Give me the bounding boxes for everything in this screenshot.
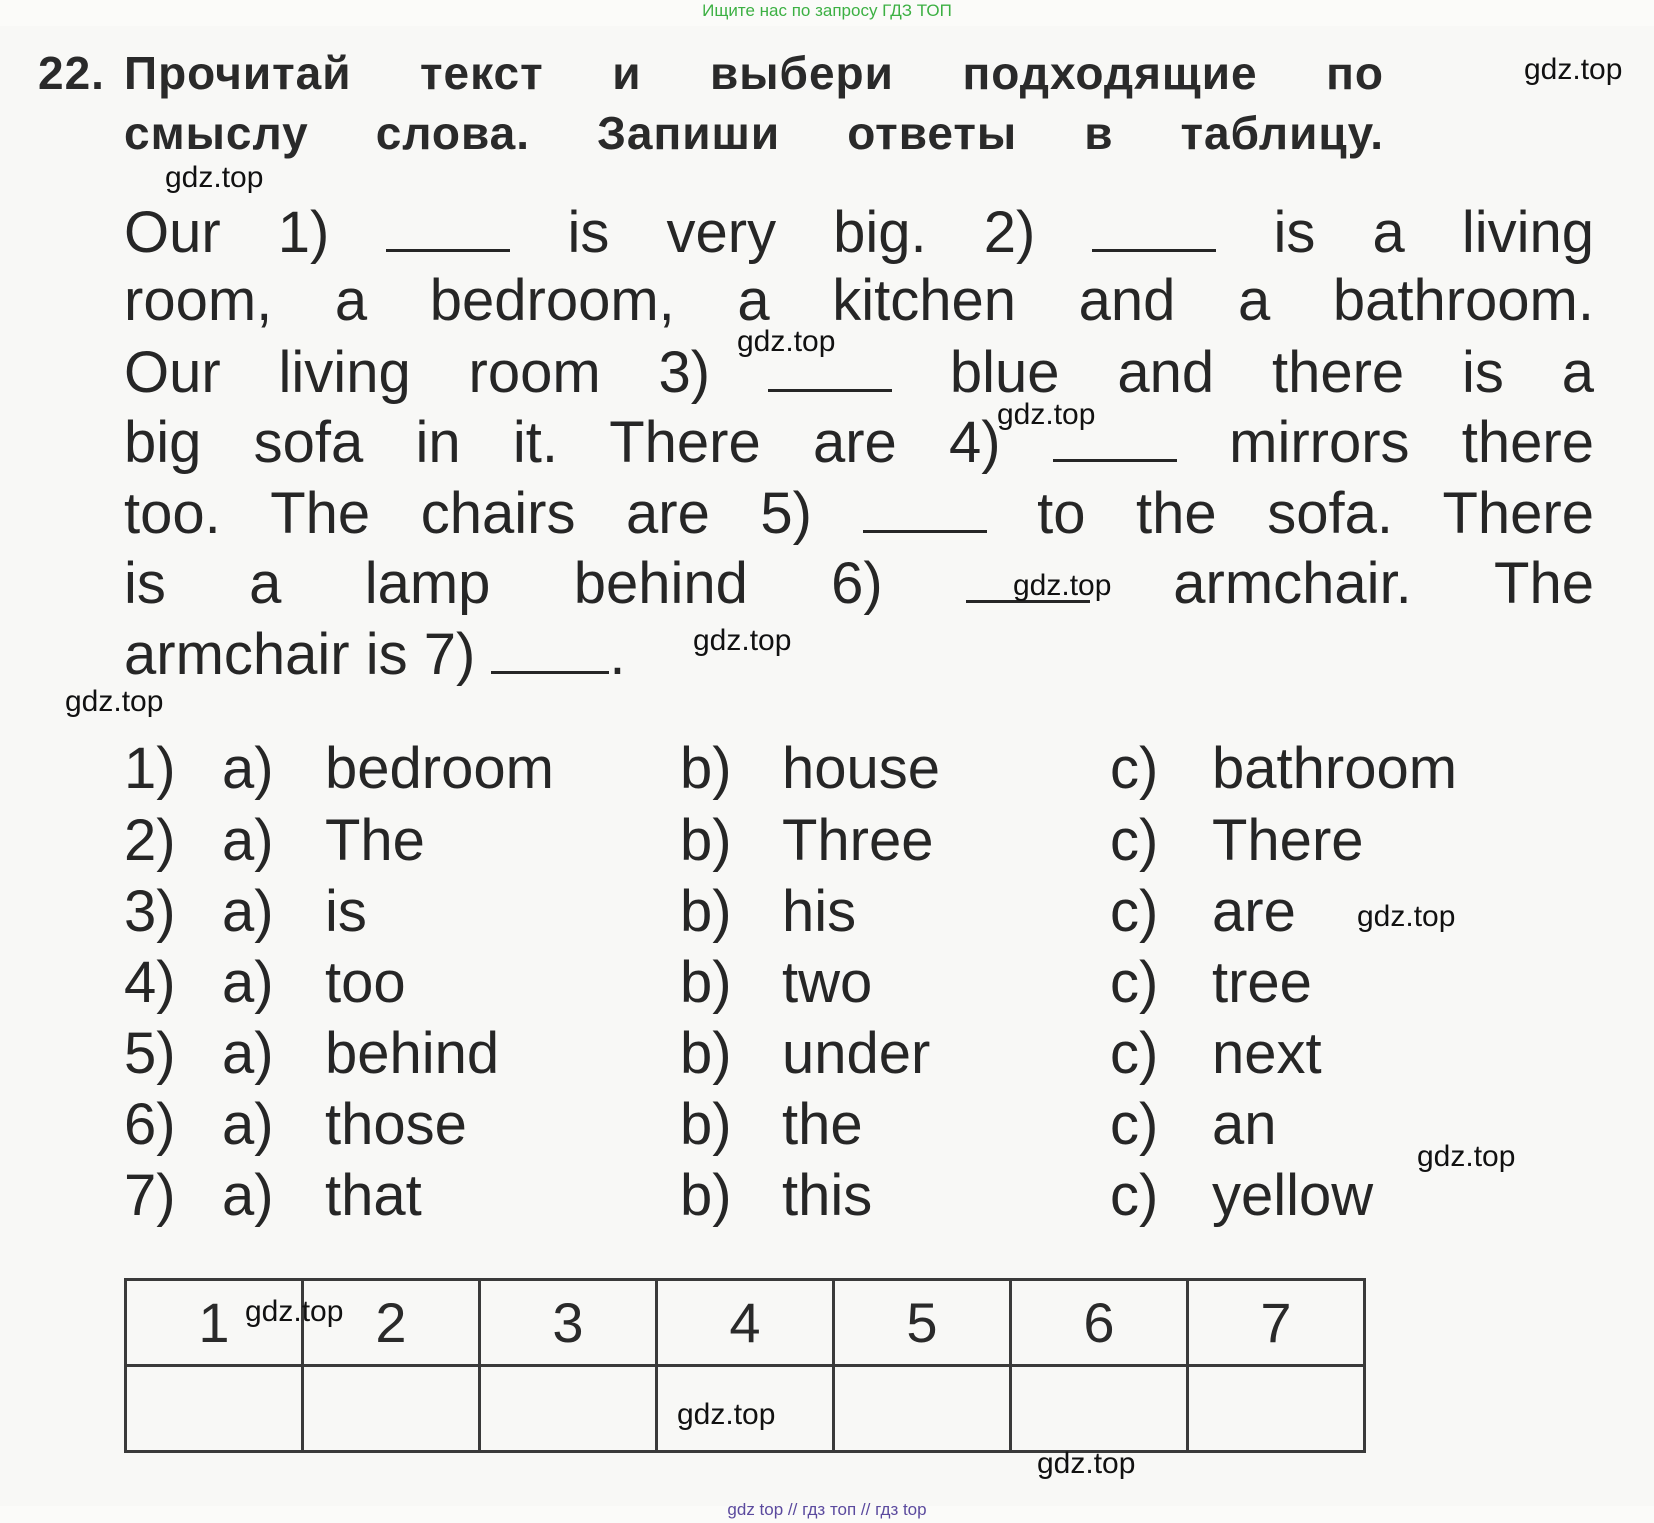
blank-2[interactable] xyxy=(1092,199,1216,252)
option-num: 1) xyxy=(124,736,176,801)
option-num: 7) xyxy=(124,1163,176,1228)
answer-cell[interactable] xyxy=(480,1366,657,1452)
answer-table-header: 4 xyxy=(657,1280,834,1366)
option-label: a) xyxy=(222,1021,274,1086)
option-label: a) xyxy=(222,879,274,944)
option-c[interactable]: next xyxy=(1212,1021,1322,1086)
option-b[interactable]: this xyxy=(782,1163,873,1228)
option-a[interactable]: bedroom xyxy=(325,736,554,801)
text-line-3 xyxy=(124,339,1594,406)
watermark: gdz.top xyxy=(677,1398,776,1431)
option-a[interactable]: too xyxy=(325,950,406,1015)
option-label: c) xyxy=(1110,1092,1159,1157)
text-segment: . xyxy=(609,622,626,687)
option-label: c) xyxy=(1110,1021,1159,1086)
watermark: gdz.top xyxy=(65,685,164,718)
text-segment: too. The chairs are 5) xyxy=(124,481,812,546)
answer-table-header: 5 xyxy=(834,1280,1011,1366)
text-line-2: room, a bedroom, a kitchen and a bathroom. xyxy=(124,268,1594,333)
option-a[interactable]: behind xyxy=(325,1021,500,1086)
blank-1[interactable] xyxy=(386,199,510,252)
option-num: 5) xyxy=(124,1021,176,1086)
option-b[interactable]: under xyxy=(782,1021,931,1086)
option-num: 6) xyxy=(124,1092,176,1157)
text-segment: is a lamp behind 6) xyxy=(124,551,883,616)
blank-5[interactable] xyxy=(863,480,987,533)
blank-7[interactable] xyxy=(491,621,609,674)
watermark: gdz.top xyxy=(737,325,836,358)
watermark: gdz.top xyxy=(997,398,1096,431)
option-c[interactable]: are xyxy=(1212,879,1296,944)
text-segment: to the sofa. There xyxy=(1037,481,1594,546)
answer-cell[interactable] xyxy=(1188,1366,1365,1452)
text-segment: is very big. 2) xyxy=(567,200,1036,265)
option-label: c) xyxy=(1110,879,1159,944)
option-label: a) xyxy=(222,736,274,801)
option-label: b) xyxy=(680,950,732,1015)
option-label: a) xyxy=(222,1092,274,1157)
option-num: 2) xyxy=(124,808,176,873)
option-b[interactable]: the xyxy=(782,1092,863,1157)
watermark: gdz.top xyxy=(165,161,264,194)
text-line-1 xyxy=(124,199,1594,266)
option-num: 4) xyxy=(124,950,176,1015)
option-a[interactable]: those xyxy=(325,1092,467,1157)
option-label: b) xyxy=(680,808,732,873)
text-segment: is a living xyxy=(1273,200,1594,265)
option-c[interactable]: an xyxy=(1212,1092,1277,1157)
option-label: c) xyxy=(1110,1163,1159,1228)
answer-table-header: 2 xyxy=(303,1280,480,1366)
option-label: c) xyxy=(1110,950,1159,1015)
option-a[interactable]: The xyxy=(325,808,425,873)
text-line-5 xyxy=(124,480,1594,547)
option-c[interactable]: There xyxy=(1212,808,1364,873)
footer-banner[interactable]: gdz top // гдз топ // гдз top xyxy=(727,1500,927,1519)
option-label: b) xyxy=(680,1163,732,1228)
option-b[interactable]: two xyxy=(782,950,873,1015)
answer-table-header: 1 xyxy=(126,1280,303,1366)
answer-table-header: 3 xyxy=(480,1280,657,1366)
text-segment: blue and there is a xyxy=(949,340,1594,405)
watermark: gdz.top xyxy=(1417,1140,1516,1173)
option-a[interactable]: is xyxy=(325,879,367,944)
option-label: b) xyxy=(680,1092,732,1157)
watermark: gdz.top xyxy=(1524,53,1623,86)
option-label: a) xyxy=(222,808,274,873)
text-segment: mirrors there xyxy=(1229,410,1594,475)
watermark: gdz.top xyxy=(1013,569,1112,602)
option-c[interactable]: tree xyxy=(1212,950,1312,1015)
task-number: 22. xyxy=(38,47,105,99)
text-segment: Our living room 3) xyxy=(124,340,711,405)
text-segment: big sofa in it. There are 4) xyxy=(124,410,1001,475)
watermark: gdz.top xyxy=(1357,900,1456,933)
option-label: c) xyxy=(1110,808,1159,873)
watermark: gdz.top xyxy=(693,624,792,657)
watermark: gdz.top xyxy=(1037,1447,1136,1480)
answer-cell[interactable] xyxy=(1011,1366,1188,1452)
option-b[interactable]: house xyxy=(782,736,941,801)
answer-cell[interactable] xyxy=(126,1366,303,1452)
answer-cell[interactable] xyxy=(834,1366,1011,1452)
option-b[interactable]: Three xyxy=(782,808,934,873)
answer-table-header: 6 xyxy=(1011,1280,1188,1366)
option-label: b) xyxy=(680,1021,732,1086)
option-label: a) xyxy=(222,950,274,1015)
option-c[interactable]: bathroom xyxy=(1212,736,1458,801)
answer-table-header: 7 xyxy=(1188,1280,1365,1366)
watermark: gdz.top xyxy=(245,1295,344,1328)
text-segment: armchair is 7) xyxy=(124,622,476,687)
text-line-7 xyxy=(124,621,626,688)
option-c[interactable]: yellow xyxy=(1212,1163,1374,1228)
text-line-4 xyxy=(124,409,1594,476)
text-line-6 xyxy=(124,550,1594,617)
option-label: c) xyxy=(1110,736,1159,801)
option-a[interactable]: that xyxy=(325,1163,422,1228)
top-banner[interactable]: Ищите нас по запросу ГДЗ ТОП xyxy=(702,1,952,20)
option-num: 3) xyxy=(124,879,176,944)
answer-cell[interactable] xyxy=(303,1366,480,1452)
text-segment: Our 1) xyxy=(124,200,330,265)
option-label: b) xyxy=(680,879,732,944)
option-label: a) xyxy=(222,1163,274,1228)
option-b[interactable]: his xyxy=(782,879,857,944)
task-instruction-line-1: Прочитай текст и выбери подходящие по xyxy=(124,47,1384,99)
task-instruction-line-2: смыслу слова. Запиши ответы в таблицу. xyxy=(124,107,1384,159)
option-label: b) xyxy=(680,736,732,801)
text-segment: armchair. The xyxy=(1173,551,1594,616)
